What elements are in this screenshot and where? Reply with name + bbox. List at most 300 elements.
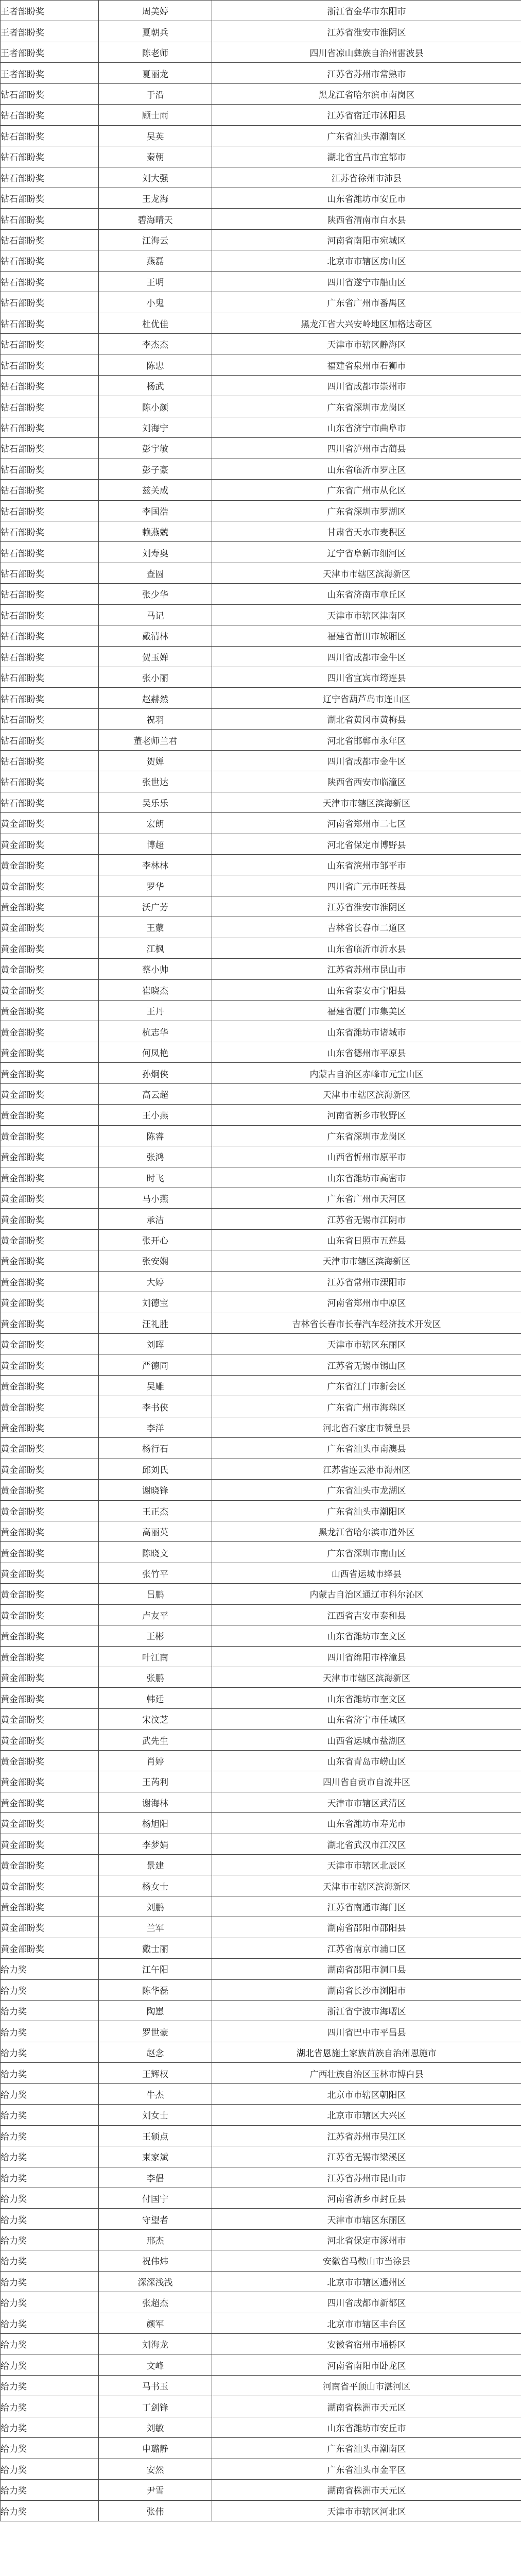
region-cell: 四川省成都市新都区	[212, 2292, 521, 2313]
table-row	[1, 1105, 521, 1125]
table-row	[1, 979, 521, 1000]
award-cell: 钻石部盼奖	[1, 500, 99, 521]
award-cell: 给力奖	[1, 2209, 99, 2229]
award-cell: 黄金部盼奖	[1, 1083, 99, 1104]
winner-name-cell: 张超杰	[99, 2292, 212, 2313]
region-cell: 河北省保定市涿州市	[212, 2229, 521, 2250]
table-row	[1, 2354, 521, 2375]
region-cell: 江苏省苏州市吴江区	[212, 2125, 521, 2146]
winner-name-cell: 刘鹏	[99, 1896, 212, 1917]
table-row	[1, 1375, 521, 1396]
region-cell: 北京市市辖区朝阳区	[212, 2083, 521, 2104]
award-cell: 黄金部盼奖	[1, 896, 99, 917]
award-cell: 黄金部盼奖	[1, 1646, 99, 1667]
winner-name-cell: 王明	[99, 271, 212, 292]
table-row	[1, 625, 521, 646]
award-cell: 黄金部盼奖	[1, 1792, 99, 1812]
winner-name-cell: 沃广芳	[99, 896, 212, 917]
award-cell: 钻石部盼奖	[1, 354, 99, 375]
award-cell: 钻石部盼奖	[1, 292, 99, 313]
winner-name-cell: 博超	[99, 834, 212, 854]
award-cell: 给力奖	[1, 2125, 99, 2146]
winner-name-cell: 陈老师	[99, 42, 212, 62]
table-row	[1, 271, 521, 292]
award-cell: 钻石部盼奖	[1, 209, 99, 229]
table-row	[1, 2334, 521, 2354]
award-cell: 黄金部盼奖	[1, 1459, 99, 1479]
award-cell: 王者部盼奖	[1, 42, 99, 62]
award-cell: 黄金部盼奖	[1, 1292, 99, 1313]
table-row	[1, 63, 521, 83]
award-cell: 黄金部盼奖	[1, 959, 99, 979]
award-cell: 黄金部盼奖	[1, 1313, 99, 1333]
table-row	[1, 354, 521, 375]
region-cell: 甘肃省天水市麦积区	[212, 521, 521, 541]
table-row	[1, 1792, 521, 1812]
award-cell: 黄金部盼奖	[1, 1354, 99, 1375]
table-row	[1, 834, 521, 854]
region-cell: 天津市市辖区静海区	[212, 334, 521, 354]
winner-name-cell: 王彬	[99, 1625, 212, 1646]
region-cell: 山东省日照市五莲县	[212, 1229, 521, 1250]
table-row	[1, 2105, 521, 2125]
winner-name-cell: 宏朗	[99, 813, 212, 834]
table-row	[1, 1125, 521, 1146]
award-cell: 钻石部盼奖	[1, 375, 99, 396]
award-cell: 给力奖	[1, 2396, 99, 2417]
table-row	[1, 854, 521, 875]
award-cell: 黄金部盼奖	[1, 875, 99, 896]
winner-name-cell: 碧海晴天	[99, 209, 212, 229]
table-row	[1, 313, 521, 333]
region-cell: 黑龙江省哈尔滨市道外区	[212, 1521, 521, 1541]
region-cell: 湖南省株洲市天元区	[212, 2480, 521, 2500]
winner-name-cell: 束家斌	[99, 2146, 212, 2167]
table-row	[1, 1459, 521, 1479]
table-row	[1, 2500, 521, 2521]
award-cell: 黄金部盼奖	[1, 1917, 99, 1938]
award-cell: 给力奖	[1, 2250, 99, 2271]
region-cell: 山东省滨州市邹平市	[212, 854, 521, 875]
winner-name-cell: 付国宁	[99, 2188, 212, 2208]
winner-name-cell: 尹雪	[99, 2480, 212, 2500]
winner-name-cell: 江海云	[99, 229, 212, 250]
table-row	[1, 708, 521, 729]
award-cell: 给力奖	[1, 2146, 99, 2167]
winner-name-cell: 陈小颜	[99, 396, 212, 417]
award-cell: 王者部盼奖	[1, 21, 99, 42]
table-row	[1, 2375, 521, 2396]
winner-name-cell: 严德同	[99, 1354, 212, 1375]
award-cell: 钻石部盼奖	[1, 459, 99, 479]
award-cell: 黄金部盼奖	[1, 1167, 99, 1188]
winner-name-cell: 赵念	[99, 2042, 212, 2062]
table-row	[1, 396, 521, 417]
table-row	[1, 438, 521, 459]
winner-name-cell: 颜军	[99, 2313, 212, 2333]
region-cell: 福建省泉州市石狮市	[212, 354, 521, 375]
winner-name-cell: 彭宇敏	[99, 438, 212, 459]
table-row	[1, 1021, 521, 1042]
award-cell: 给力奖	[1, 2042, 99, 2062]
table-row	[1, 2313, 521, 2333]
table-row	[1, 2271, 521, 2292]
table-row	[1, 1896, 521, 1917]
table-row	[1, 2146, 521, 2167]
region-cell: 河北省邯郸市永年区	[212, 730, 521, 750]
winner-name-cell: 李洋	[99, 1417, 212, 1437]
winner-name-cell: 王小燕	[99, 1105, 212, 1125]
region-cell: 四川省宜宾市筠连县	[212, 667, 521, 688]
winner-name-cell: 王辉权	[99, 2063, 212, 2083]
award-cell: 黄金部盼奖	[1, 1521, 99, 1541]
table-row	[1, 1604, 521, 1625]
region-cell: 广东省广州市天河区	[212, 1188, 521, 1208]
winner-name-cell: 高丽英	[99, 1521, 212, 1541]
table-row	[1, 771, 521, 792]
winner-name-cell: 李书侠	[99, 1396, 212, 1417]
table-row	[1, 1167, 521, 1188]
award-cell: 给力奖	[1, 2167, 99, 2188]
winner-name-cell: 陈睿	[99, 1125, 212, 1146]
award-cell: 钻石部盼奖	[1, 271, 99, 292]
table-row	[1, 2396, 521, 2417]
region-cell: 山东省潍坊市高密市	[212, 1167, 521, 1188]
award-cell: 给力奖	[1, 2292, 99, 2313]
region-cell: 天津市市辖区滨海新区	[212, 1250, 521, 1271]
winner-name-cell: 高云超	[99, 1083, 212, 1104]
award-cell: 黄金部盼奖	[1, 1708, 99, 1729]
winner-name-cell: 贺婵	[99, 750, 212, 771]
region-cell: 江苏省苏州市昆山市	[212, 959, 521, 979]
winner-name-cell: 吴英	[99, 125, 212, 146]
table-row	[1, 959, 521, 979]
winner-name-cell: 董老师兰君	[99, 730, 212, 750]
region-cell: 江苏省无锡市梁溪区	[212, 2146, 521, 2167]
winner-name-cell: 崔晓杰	[99, 979, 212, 1000]
award-cell: 黄金部盼奖	[1, 1396, 99, 1417]
winner-name-cell: 张竹平	[99, 1563, 212, 1583]
region-cell: 北京市市辖区丰台区	[212, 2313, 521, 2333]
winner-name-cell: 祝羽	[99, 708, 212, 729]
table-row	[1, 646, 521, 667]
region-cell: 四川省成都市崇州市	[212, 375, 521, 396]
region-cell: 湖南省邵阳市邵阳县	[212, 1917, 521, 1938]
winner-name-cell: 大婷	[99, 1271, 212, 1292]
winner-name-cell: 杨武	[99, 375, 212, 396]
winner-name-cell: 宋汶芝	[99, 1708, 212, 1729]
award-cell: 钻石部盼奖	[1, 667, 99, 688]
table-row	[1, 2021, 521, 2042]
award-cell: 黄金部盼奖	[1, 1584, 99, 1604]
region-cell: 天津市市辖区津南区	[212, 604, 521, 625]
region-cell: 山西省忻州市原平市	[212, 1146, 521, 1167]
winner-name-cell: 杭志华	[99, 1021, 212, 1042]
winner-name-cell: 丁剑锋	[99, 2396, 212, 2417]
winner-name-cell: 时飞	[99, 1167, 212, 1188]
region-cell: 河南省南阳市宛城区	[212, 229, 521, 250]
winner-name-cell: 文峰	[99, 2354, 212, 2375]
award-cell: 钻石部盼奖	[1, 250, 99, 271]
award-cell: 给力奖	[1, 1979, 99, 2000]
region-cell: 江苏省徐州市沛县	[212, 167, 521, 188]
award-cell: 黄金部盼奖	[1, 1854, 99, 1875]
table-row	[1, 1354, 521, 1375]
table-row	[1, 334, 521, 354]
region-cell: 江苏省无锡市锡山区	[212, 1354, 521, 1375]
region-cell: 广西壮族自治区玉林市博白县	[212, 2063, 521, 2083]
award-cell: 钻石部盼奖	[1, 625, 99, 646]
table-row	[1, 896, 521, 917]
award-cell: 黄金部盼奖	[1, 1688, 99, 1708]
region-cell: 广东省汕头市南澳县	[212, 1438, 521, 1459]
region-cell: 天津市市辖区滨海新区	[212, 1083, 521, 1104]
winner-name-cell: 邱刘氏	[99, 1459, 212, 1479]
winner-name-cell: 夏朝兵	[99, 21, 212, 42]
award-cell: 钻石部盼奖	[1, 105, 99, 125]
winner-name-cell: 李杰杰	[99, 334, 212, 354]
region-cell: 湖北省宜昌市宜都市	[212, 146, 521, 167]
region-cell: 江苏省常州市溧阳市	[212, 1271, 521, 1292]
table-row	[1, 584, 521, 604]
region-cell: 湖北省黄冈市黄梅县	[212, 708, 521, 729]
winner-name-cell: 贺玉婵	[99, 646, 212, 667]
region-cell: 江苏省南京市浦口区	[212, 1938, 521, 1958]
table-row	[1, 2042, 521, 2062]
award-cell: 给力奖	[1, 2105, 99, 2125]
table-row	[1, 1708, 521, 1729]
award-cell: 黄金部盼奖	[1, 1105, 99, 1125]
award-cell: 黄金部盼奖	[1, 1875, 99, 1896]
winner-name-cell: 张安娴	[99, 1250, 212, 1271]
table-row	[1, 813, 521, 834]
table-row	[1, 1438, 521, 1459]
region-cell: 湖北省武汉市江汉区	[212, 1834, 521, 1854]
award-cell: 黄金部盼奖	[1, 1021, 99, 1042]
award-cell: 黄金部盼奖	[1, 1001, 99, 1021]
award-cell: 给力奖	[1, 2271, 99, 2292]
region-cell: 浙江省宁波市海曙区	[212, 2001, 521, 2021]
award-cell: 钻石部盼奖	[1, 750, 99, 771]
region-cell: 山东省德州市平原县	[212, 1042, 521, 1062]
award-cell: 钻石部盼奖	[1, 792, 99, 812]
region-cell: 江苏省淮安市淮阴区	[212, 896, 521, 917]
award-cell: 黄金部盼奖	[1, 1042, 99, 1062]
table-row	[1, 188, 521, 208]
award-cell: 钻石部盼奖	[1, 563, 99, 583]
winner-name-cell: 吴雕	[99, 1375, 212, 1396]
winner-name-cell: 王硕点	[99, 2125, 212, 2146]
award-cell: 王者部盼奖	[1, 63, 99, 83]
table-row	[1, 125, 521, 146]
winner-name-cell: 杜优佳	[99, 313, 212, 333]
region-cell: 江苏省苏州市常熟市	[212, 63, 521, 83]
winner-name-cell: 杨女士	[99, 1875, 212, 1896]
region-cell: 黑龙江省大兴安岭地区加格达奇区	[212, 313, 521, 333]
winner-name-cell: 刘寿奥	[99, 542, 212, 563]
region-cell: 广东省广州市海珠区	[212, 1396, 521, 1417]
award-cell: 给力奖	[1, 2417, 99, 2437]
table-row	[1, 2063, 521, 2083]
winner-name-cell: 张鸿	[99, 1146, 212, 1167]
award-cell: 钻石部盼奖	[1, 229, 99, 250]
region-cell: 内蒙古自治区赤峰市元宝山区	[212, 1063, 521, 1083]
award-cell: 给力奖	[1, 2500, 99, 2521]
region-cell: 山东省潍坊市奎文区	[212, 1625, 521, 1646]
region-cell: 天津市市辖区滨海新区	[212, 563, 521, 583]
table-row	[1, 1563, 521, 1583]
table-row	[1, 2083, 521, 2104]
winner-name-cell: 深深浅浅	[99, 2271, 212, 2292]
winner-name-cell: 卢友平	[99, 1604, 212, 1625]
table-row	[1, 750, 521, 771]
winner-name-cell: 张鹏	[99, 1667, 212, 1688]
award-cell: 给力奖	[1, 2375, 99, 2396]
winner-name-cell: 李林林	[99, 854, 212, 875]
award-cell: 给力奖	[1, 2021, 99, 2042]
award-cell: 黄金部盼奖	[1, 834, 99, 854]
award-cell: 钻石部盼奖	[1, 396, 99, 417]
award-cell: 钻石部盼奖	[1, 146, 99, 167]
winner-name-cell: 吕鹏	[99, 1584, 212, 1604]
award-cell: 钻石部盼奖	[1, 167, 99, 188]
table-row	[1, 1834, 521, 1854]
award-cell: 钻石部盼奖	[1, 438, 99, 459]
region-cell: 四川省巴中市平昌县	[212, 2021, 521, 2042]
winner-name-cell: 张伟	[99, 2500, 212, 2521]
region-cell: 山东省临沂市罗庄区	[212, 459, 521, 479]
region-cell: 天津市市辖区东丽区	[212, 1334, 521, 1354]
winner-name-cell: 赵赫然	[99, 688, 212, 708]
region-cell: 天津市市辖区河北区	[212, 2500, 521, 2521]
winner-name-cell: 蔡小帅	[99, 959, 212, 979]
award-cell: 黄金部盼奖	[1, 1500, 99, 1521]
region-cell: 福建省厦门市集美区	[212, 1001, 521, 1021]
region-cell: 辽宁省葫芦岛市连山区	[212, 688, 521, 708]
region-cell: 山西省运城市绛县	[212, 1563, 521, 1583]
award-cell: 黄金部盼奖	[1, 813, 99, 834]
award-cell: 给力奖	[1, 2083, 99, 2104]
winner-name-cell: 杨旭阳	[99, 1813, 212, 1834]
table-row	[1, 83, 521, 104]
winner-name-cell: 承洁	[99, 1209, 212, 1229]
table-row	[1, 1229, 521, 1250]
table-row	[1, 542, 521, 563]
award-cell: 黄金部盼奖	[1, 1250, 99, 1271]
region-cell: 河北省保定市博野县	[212, 834, 521, 854]
award-cell: 黄金部盼奖	[1, 1730, 99, 1750]
winner-name-cell: 守望者	[99, 2209, 212, 2229]
table-row	[1, 1146, 521, 1167]
award-cell: 黄金部盼奖	[1, 979, 99, 1000]
award-cell: 给力奖	[1, 2188, 99, 2208]
winner-name-cell: 祝伟炜	[99, 2250, 212, 2271]
winner-name-cell: 陈华磊	[99, 1979, 212, 2000]
table-row	[1, 688, 521, 708]
award-cell: 黄金部盼奖	[1, 1417, 99, 1437]
award-cell: 钻石部盼奖	[1, 334, 99, 354]
winner-name-cell: 兰军	[99, 1917, 212, 1938]
table-row	[1, 1584, 521, 1604]
winner-name-cell: 陈忠	[99, 354, 212, 375]
region-cell: 江苏省苏州市昆山市	[212, 2167, 521, 2188]
region-cell: 广东省深圳市龙岗区	[212, 396, 521, 417]
region-cell: 广东省江门市新会区	[212, 1375, 521, 1396]
award-cell: 给力奖	[1, 2480, 99, 2500]
table-row	[1, 1063, 521, 1083]
winner-name-cell: 张少华	[99, 584, 212, 604]
winner-name-cell: 彭子豪	[99, 459, 212, 479]
table-row	[1, 417, 521, 437]
winner-name-cell: 孙炯侠	[99, 1063, 212, 1083]
table-row	[1, 500, 521, 521]
region-cell: 北京市市辖区通州区	[212, 2271, 521, 2292]
award-cell: 黄金部盼奖	[1, 1188, 99, 1208]
region-cell: 山东省潍坊市奎文区	[212, 1688, 521, 1708]
winner-name-cell: 李倡	[99, 2167, 212, 2188]
table-row	[1, 2292, 521, 2313]
award-cell: 黄金部盼奖	[1, 1896, 99, 1917]
region-cell: 四川省凉山彝族自治州雷波县	[212, 42, 521, 62]
winner-name-cell: 王芮利	[99, 1771, 212, 1792]
region-cell: 山东省潍坊市安丘市	[212, 188, 521, 208]
region-cell: 天津市市辖区北辰区	[212, 1854, 521, 1875]
award-cell: 给力奖	[1, 2063, 99, 2083]
region-cell: 山东省临沂市沂水县	[212, 938, 521, 958]
award-cell: 给力奖	[1, 1959, 99, 1979]
region-cell: 湖南省长沙市浏阳市	[212, 1979, 521, 2000]
region-cell: 河北省石家庄市赞皇县	[212, 1417, 521, 1437]
region-cell: 山东省潍坊市寿光市	[212, 1813, 521, 1834]
winner-name-cell: 刘晖	[99, 1334, 212, 1354]
award-cell: 黄金部盼奖	[1, 1750, 99, 1771]
winner-name-cell: 陶崽	[99, 2001, 212, 2021]
winner-name-cell: 刘敏	[99, 2417, 212, 2437]
award-cell: 黄金部盼奖	[1, 1375, 99, 1396]
winner-name-cell: 李国浩	[99, 500, 212, 521]
winner-name-cell: 马小燕	[99, 1188, 212, 1208]
winner-name-cell: 马书玉	[99, 2375, 212, 2396]
winner-name-cell: 兹关成	[99, 480, 212, 500]
table-row	[1, 2417, 521, 2437]
table-row	[1, 2209, 521, 2229]
region-cell: 河南省郑州市二七区	[212, 813, 521, 834]
table-row	[1, 1042, 521, 1062]
table-row	[1, 1730, 521, 1750]
winner-name-cell: 赖燕兢	[99, 521, 212, 541]
award-cell: 黄金部盼奖	[1, 1229, 99, 1250]
winner-name-cell: 牛杰	[99, 2083, 212, 2104]
table-row	[1, 1938, 521, 1958]
award-cell: 钻石部盼奖	[1, 480, 99, 500]
winner-name-cell: 张开心	[99, 1229, 212, 1250]
winner-name-cell: 江枫	[99, 938, 212, 958]
region-cell: 广东省汕头市潮南区	[212, 2438, 521, 2459]
region-cell: 吉林省长春市二道区	[212, 917, 521, 938]
award-cell: 钻石部盼奖	[1, 83, 99, 104]
table-row	[1, 459, 521, 479]
region-cell: 江西省吉安市泰和县	[212, 1604, 521, 1625]
table-row	[1, 146, 521, 167]
winner-name-cell: 吴乐乐	[99, 792, 212, 812]
award-cell: 钻石部盼奖	[1, 730, 99, 750]
region-cell: 天津市市辖区东丽区	[212, 2209, 521, 2229]
region-cell: 河南省南阳市卧龙区	[212, 2354, 521, 2375]
winner-name-cell: 申璐静	[99, 2438, 212, 2459]
table-row	[1, 1, 521, 21]
award-cell: 给力奖	[1, 2354, 99, 2375]
table-row	[1, 1854, 521, 1875]
